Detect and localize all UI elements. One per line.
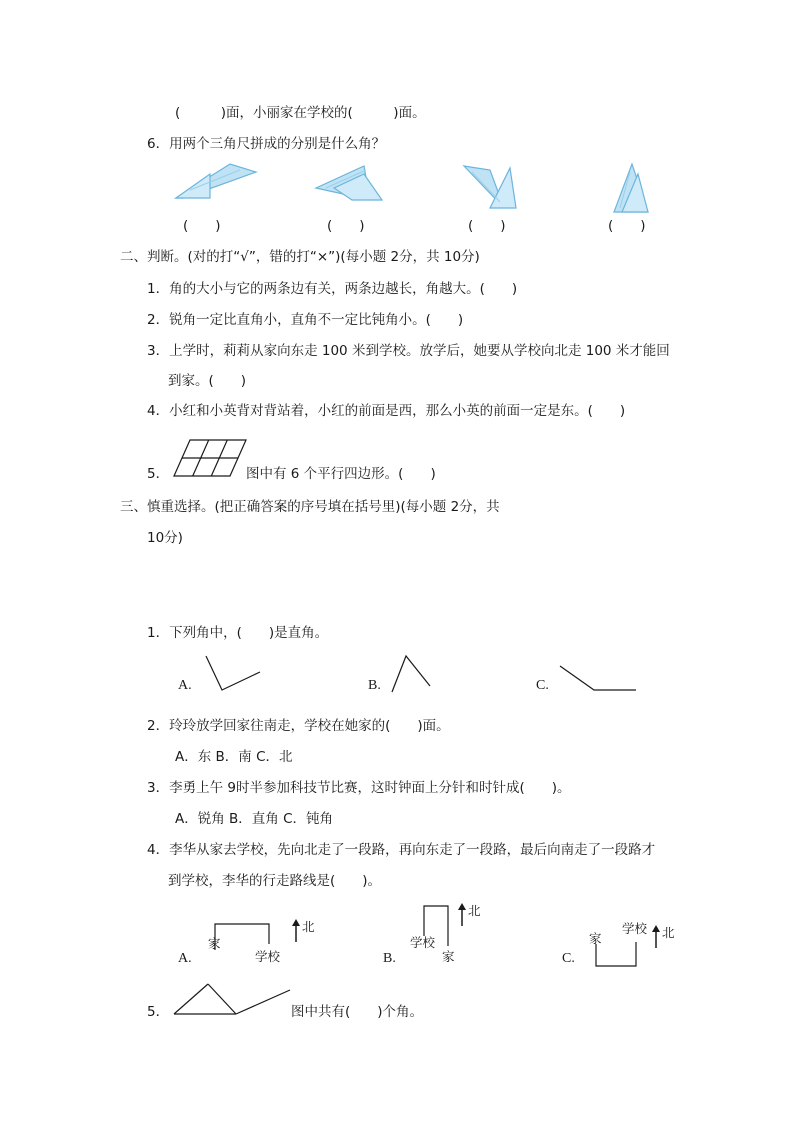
route-c-north-label: 北 <box>662 925 675 940</box>
q6-blank-1: ( ) <box>183 218 221 234</box>
triangle-ruler-figure-3 <box>460 160 524 212</box>
route-a-school-label: 学校 <box>255 949 281 964</box>
route-a-north-label: 北 <box>302 919 315 934</box>
section2-item-3-cont: 到家。( ) <box>168 373 247 389</box>
q6-blank-3: ( ) <box>468 218 506 234</box>
route-b-home-label: 家 <box>442 949 455 964</box>
s3-q1-option-c: C. <box>536 678 549 693</box>
triangle-angles-figure <box>170 980 294 1018</box>
section2-item-2: 2．锐角一定比直角小，直角不一定比钝角小。( ) <box>147 312 464 328</box>
s3-q2-options: A．东 B．南 C．北 <box>175 749 293 765</box>
s3-q1-text: 1．下列角中，( )是直角。 <box>147 625 329 641</box>
s3-q4-option-c: C. <box>562 951 575 966</box>
parallelogram-grid-figure <box>170 436 250 480</box>
section3-heading-cont: 10分) <box>147 530 183 546</box>
s3-q1-option-a: A. <box>178 678 192 693</box>
triangle-ruler-figure-4 <box>608 160 654 216</box>
route-b-north-arrow-icon <box>456 902 468 928</box>
s3-q4-option-b: B. <box>383 951 396 966</box>
s3-q4-text-cont: 到学校，李华的行走路线是( )。 <box>168 873 382 889</box>
s3-q3-options: A．锐角 B．直角 C．钝角 <box>175 811 334 827</box>
angle-c-figure <box>556 660 638 694</box>
angle-b-figure <box>388 652 434 696</box>
section2-item-4: 4．小红和小英背对背站着，小红的前面是西，那么小英的前面一定是东。( ) <box>147 403 626 419</box>
section2-item-5-text: 图中有 6 个平行四边形。( ) <box>246 466 436 482</box>
s3-q3-text: 3．李勇上午 9时半参加科技节比赛，这时钟面上分针和时针成( )。 <box>147 780 571 796</box>
s3-q4-text: 4．李华从家去学校，先向北走了一段路，再向东走了一段路，最后向南走了一段路才 <box>147 842 656 858</box>
section3-heading: 三、慎重选择。(把正确答案的序号填在括号里)(每小题 2分，共 <box>120 499 500 515</box>
q6-blank-2: ( ) <box>327 218 365 234</box>
q6-blank-4: ( ) <box>608 218 646 234</box>
route-c-north-arrow-icon <box>650 924 662 950</box>
triangle-ruler-figure-1 <box>170 160 260 202</box>
triangle-ruler-figure-2 <box>312 160 392 204</box>
route-c-figure <box>590 936 640 970</box>
section2-item-1: 1．角的大小与它的两条边有关，两条边越长，角越大。( ) <box>147 281 518 297</box>
s3-q4-option-a: A. <box>178 951 192 966</box>
s3-q5-num: 5． <box>147 1004 170 1020</box>
section2-item-5-num: 5． <box>147 466 170 482</box>
section2-heading: 二、判断。(对的打“√”，错的打“×”)(每小题 2分，共 10分) <box>120 249 480 265</box>
top-line: ( )面，小丽家在学校的( )面。 <box>175 105 426 121</box>
route-b-school-label: 学校 <box>410 935 436 950</box>
s3-q5-text: 图中共有( )个角。 <box>291 1004 424 1020</box>
route-a-home-label: 家 <box>208 936 221 951</box>
s3-q2-text: 2．玲玲放学回家往南走，学校在她家的( )面。 <box>147 718 450 734</box>
q6-text: 6．用两个三角尺拼成的分别是什么角？ <box>147 136 386 152</box>
route-b-north-label: 北 <box>468 903 481 918</box>
route-c-home-label: 家 <box>589 931 602 946</box>
route-c-school-label: 学校 <box>622 921 648 936</box>
route-a-north-arrow-icon <box>290 918 302 944</box>
angle-a-figure <box>200 652 264 694</box>
s3-q1-option-b: B. <box>368 678 381 693</box>
section2-item-3: 3．上学时，莉莉从家向东走 100 米到学校。放学后，她要从学校向北走 100 米才能回 <box>147 343 670 359</box>
